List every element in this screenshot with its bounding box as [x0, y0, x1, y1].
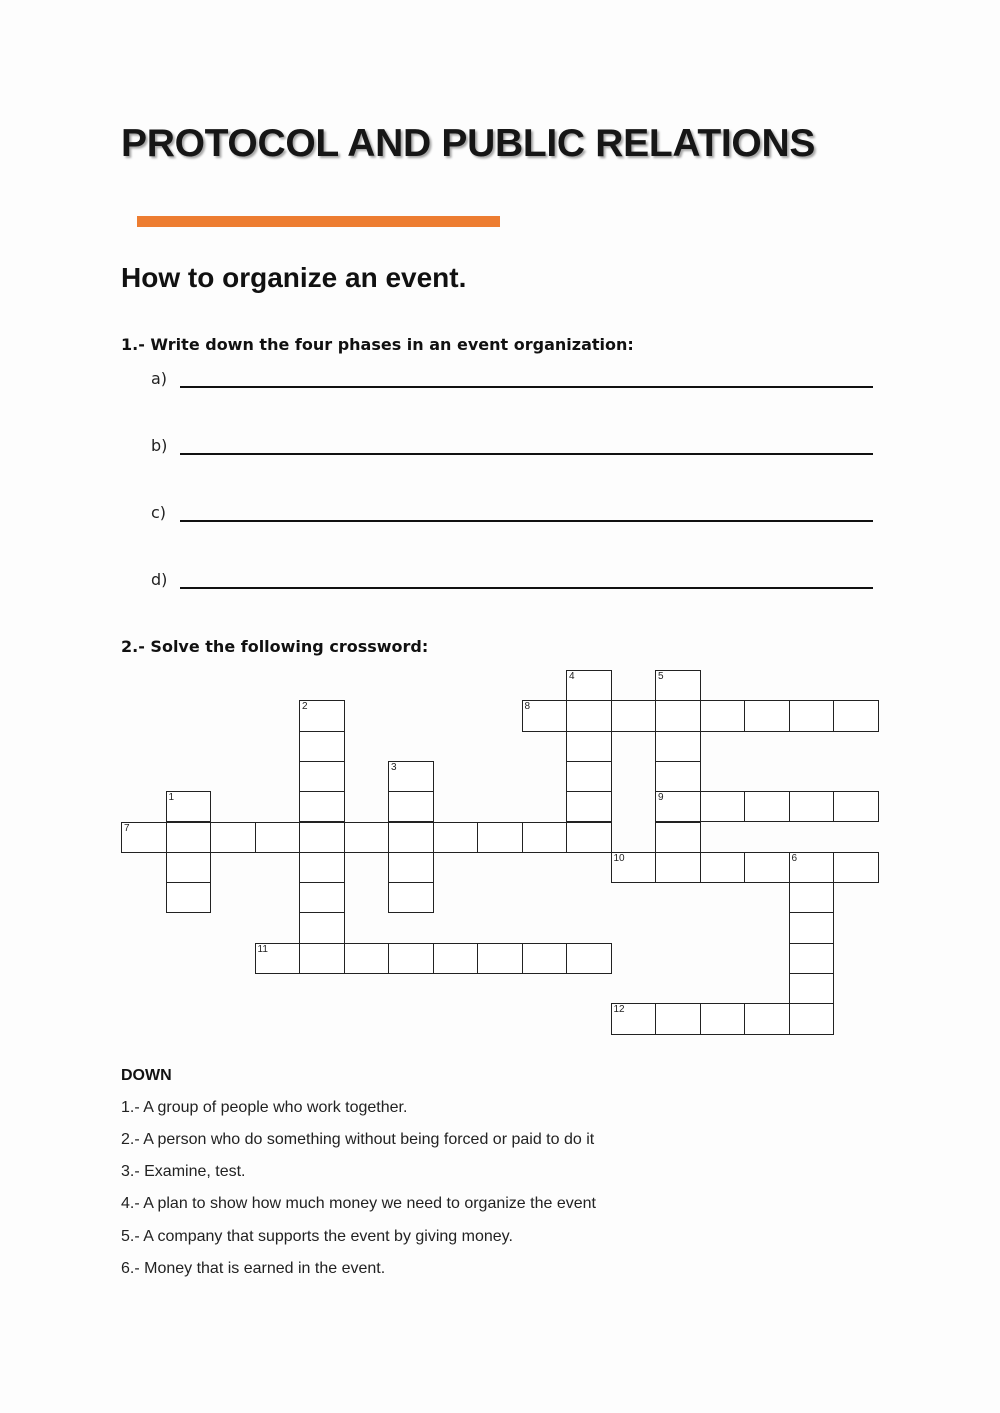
- answer-line-c[interactable]: [151, 500, 873, 522]
- crossword-cell[interactable]: [655, 670, 701, 701]
- crossword-cell[interactable]: [744, 700, 790, 731]
- down-clue-6: 6.- Money that is earned in the event.: [121, 1260, 386, 1277]
- answer-blank[interactable]: [180, 453, 873, 455]
- crossword-cell[interactable]: [299, 700, 345, 731]
- answer-letter: c): [151, 503, 167, 522]
- clue-number: 5: [658, 671, 664, 682]
- crossword-cell[interactable]: [789, 791, 835, 822]
- clue-number: 4: [569, 671, 575, 682]
- crossword-cell[interactable]: [299, 822, 345, 853]
- crossword-cell[interactable]: [833, 700, 879, 731]
- crossword-cell[interactable]: [166, 822, 212, 853]
- crossword-cell[interactable]: [789, 882, 835, 913]
- crossword-cell[interactable]: [566, 731, 612, 762]
- section-subtitle: How to organize an event.: [121, 262, 467, 293]
- clue-number: 11: [257, 943, 268, 955]
- crossword-cell[interactable]: [255, 822, 301, 853]
- crossword-cell[interactable]: [655, 791, 701, 822]
- answer-letter: b): [151, 436, 168, 455]
- crossword-cell[interactable]: [655, 822, 701, 853]
- crossword-cell[interactable]: [344, 943, 390, 974]
- crossword-cell[interactable]: [566, 943, 612, 974]
- clue-number: 6: [791, 852, 798, 864]
- answer-blank[interactable]: [180, 520, 873, 522]
- down-clue-5: 5.- A company that supports the event by giving money.: [121, 1228, 513, 1245]
- crossword-cell[interactable]: [388, 852, 434, 883]
- down-clue-4: 4.- A plan to show how much money we need to organize the event: [121, 1195, 596, 1212]
- crossword-cell[interactable]: [522, 943, 568, 974]
- clue-number: 3: [391, 761, 397, 773]
- crossword-cell[interactable]: [299, 761, 345, 792]
- crossword-cell[interactable]: [833, 791, 879, 822]
- crossword-cell[interactable]: [566, 761, 612, 792]
- clue-number: 9: [658, 792, 664, 804]
- clue-number: 7: [124, 822, 130, 834]
- crossword-cell[interactable]: [388, 822, 434, 853]
- crossword-cell[interactable]: [388, 791, 434, 822]
- clue-number: 8: [524, 701, 531, 713]
- answer-blank[interactable]: [180, 386, 873, 388]
- crossword-cell[interactable]: [121, 822, 167, 853]
- question-1-heading: 1.- Write down the four phases in an event organization:: [121, 335, 634, 354]
- crossword-cell[interactable]: [299, 731, 345, 762]
- crossword-cell[interactable]: [744, 791, 790, 822]
- down-clue-1: 1.- A group of people who work together.: [121, 1099, 408, 1116]
- clue-number: 10: [613, 852, 625, 864]
- crossword-cell[interactable]: [789, 943, 835, 974]
- crossword-cell[interactable]: [611, 852, 657, 883]
- crossword-cell[interactable]: [566, 700, 612, 731]
- crossword-cell[interactable]: [655, 1003, 701, 1034]
- crossword-cell[interactable]: [388, 943, 434, 974]
- answer-blank[interactable]: [180, 587, 873, 589]
- crossword-cell[interactable]: [611, 1003, 657, 1034]
- crossword-cell[interactable]: [433, 943, 479, 974]
- crossword-cell[interactable]: [210, 822, 256, 853]
- answer-line-d[interactable]: [151, 567, 873, 589]
- answer-line-a[interactable]: [151, 366, 873, 388]
- crossword-cell[interactable]: [344, 822, 390, 853]
- down-clue-3: 3.- Examine, test.: [121, 1163, 246, 1180]
- crossword-cell[interactable]: [833, 852, 879, 883]
- crossword-cell[interactable]: [388, 882, 434, 913]
- crossword-cell[interactable]: [700, 791, 746, 822]
- crossword-cell[interactable]: [522, 700, 568, 731]
- crossword-cell[interactable]: [700, 1003, 746, 1034]
- crossword-cell[interactable]: [566, 670, 612, 701]
- answer-line-b[interactable]: [151, 433, 873, 455]
- down-clues-title: DOWN: [121, 1067, 172, 1084]
- page-title: PROTOCOL AND PUBLIC RELATIONS: [121, 122, 816, 165]
- crossword-cell[interactable]: [299, 791, 345, 822]
- answer-letter: d): [151, 570, 168, 589]
- crossword-cell[interactable]: [789, 852, 835, 883]
- crossword-cell[interactable]: [299, 852, 345, 883]
- crossword-cell[interactable]: [299, 943, 345, 974]
- crossword-cell[interactable]: [655, 852, 701, 883]
- crossword-cell[interactable]: [299, 882, 345, 913]
- crossword-cell[interactable]: [477, 822, 523, 853]
- crossword-cell[interactable]: [299, 912, 345, 943]
- crossword-cell[interactable]: [522, 822, 568, 853]
- crossword-cell[interactable]: [255, 943, 301, 974]
- crossword-cell[interactable]: [166, 791, 212, 822]
- crossword-cell[interactable]: [166, 852, 212, 883]
- crossword-cell[interactable]: [655, 700, 701, 731]
- crossword-cell[interactable]: [789, 973, 835, 1004]
- crossword-cell[interactable]: [655, 761, 701, 792]
- clue-number: 12: [613, 1004, 625, 1016]
- crossword-cell[interactable]: [744, 1003, 790, 1034]
- crossword-cell[interactable]: [566, 822, 612, 853]
- crossword-cell[interactable]: [744, 852, 790, 883]
- crossword-cell[interactable]: [789, 912, 835, 943]
- answer-letter: a): [151, 369, 168, 388]
- crossword-cell[interactable]: [700, 700, 746, 731]
- crossword-cell[interactable]: [433, 822, 479, 853]
- clue-number: 1: [168, 792, 175, 804]
- crossword-cell[interactable]: [611, 700, 657, 731]
- crossword-cell[interactable]: [388, 761, 434, 792]
- crossword-cell[interactable]: [700, 852, 746, 883]
- crossword-cell[interactable]: [166, 882, 212, 913]
- crossword-cell[interactable]: [789, 1003, 835, 1034]
- crossword-cell[interactable]: [789, 700, 835, 731]
- clue-number: 2: [302, 701, 308, 713]
- crossword-cell[interactable]: [477, 943, 523, 974]
- question-2-heading: 2.- Solve the following crossword:: [121, 637, 429, 656]
- crossword-cell[interactable]: [566, 791, 612, 822]
- title-accent-bar: [137, 216, 500, 227]
- down-clue-2: 2.- A person who do something without being forced or paid to do it: [121, 1131, 595, 1148]
- crossword-cell[interactable]: [655, 731, 701, 762]
